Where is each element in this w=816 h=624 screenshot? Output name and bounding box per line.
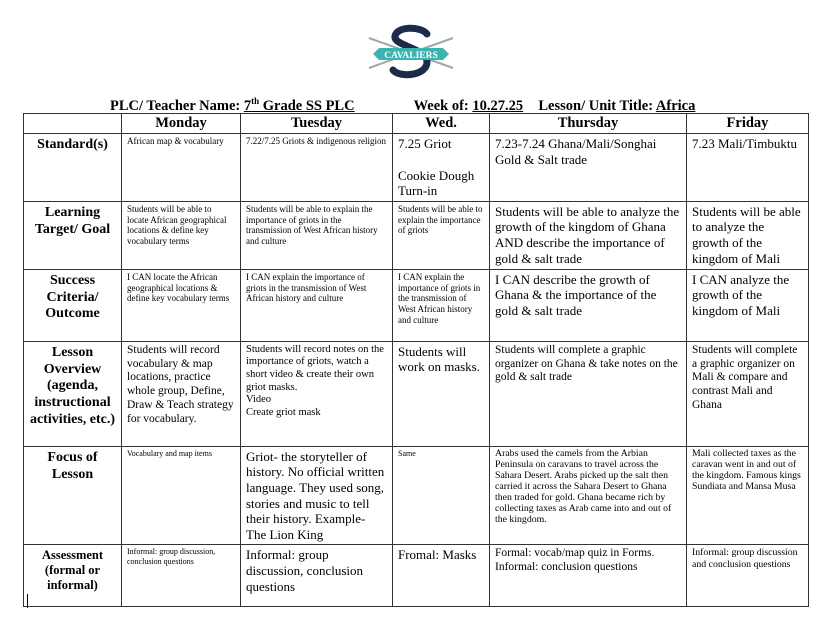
cavaliers-logo [365, 24, 457, 84]
row-label: Success Criteria/ Outcome [24, 269, 122, 341]
unit-label: Lesson/ Unit Title: [538, 97, 654, 114]
cell: 7.23 Mali/Timbuktu [687, 134, 809, 201]
day-header: Monday [122, 114, 241, 134]
cell: Students will record notes on the importance of griots, watch a short video & create their own griot masks. Video Create griot mask [241, 341, 393, 446]
cell: Arabs used the camels from the Arbian Peninsula on caravans to travel across the Sahara Desert. Arabs picked up the salt then carried it across the Sahara Desert to Ghana then traded for gold. Ghana became rich by collecting taxes as Arab came into and out of the kingdom. [490, 446, 687, 545]
cell: Griot- the storyteller of history. No official written language. They used song, stories and music to tell their history. Example- The Lion King [241, 446, 393, 545]
row-label: Assessment (formal or informal) [24, 545, 122, 607]
teacher-value: 7th Grade SS PLC [243, 96, 355, 114]
day-header-row [24, 114, 809, 134]
cell: Students will be able to explain the importance of griots in the transmission of West African history and culture [241, 201, 393, 269]
cell: 7.25 Griot Cookie Dough Turn-in [393, 134, 490, 201]
cell: Mali collected taxes as the caravan went in and out of the kingdom. Famous kings Sundiata and Mansa Musa [687, 446, 809, 545]
cell: Informal: group discussion, conclusion questions [241, 545, 393, 607]
cell: Students will be able to analyze the growth of the kingdom of Ghana AND describe the importance of gold & salt trade [490, 201, 687, 269]
cell: I CAN locate the African geographical locations & define key vocabulary terms [122, 269, 241, 341]
cell: Formal: vocab/map quiz in Forms. Informal: conclusion questions [490, 545, 687, 607]
table-row [24, 269, 809, 341]
cell: Same [393, 446, 490, 545]
day-header: Wed. [393, 114, 490, 134]
day-header: Thursday [490, 114, 687, 134]
unit-value: Africa [655, 97, 696, 114]
cell: I CAN explain the importance of griots in the transmission of West African history and culture [241, 269, 393, 341]
cell: Informal: group discussion and conclusion questions [687, 545, 809, 607]
header-line [110, 96, 695, 115]
table-row [24, 446, 809, 545]
cell: I CAN describe the growth of Ghana & the importance of the gold & salt trade [490, 269, 687, 341]
cell: 7.22/7.25 Griots & indigenous religion [241, 134, 393, 201]
cell: Students will work on masks. [393, 341, 490, 446]
week-label: Week of: [413, 97, 469, 114]
table-row [24, 201, 809, 269]
cell: I CAN analyze the growth of the kingdom of Mali [687, 269, 809, 341]
table-row [24, 545, 809, 607]
teacher-label: PLC/ Teacher Name: [110, 97, 241, 114]
table-row [24, 341, 809, 446]
lesson-plan-table [23, 113, 809, 607]
cell: Vocabulary and map items [122, 446, 241, 545]
cell: Students will be able to explain the importance of griots [393, 201, 490, 269]
cell: 7.23-7.24 Ghana/Mali/Songhai Gold & Salt trade [490, 134, 687, 201]
day-header: Tuesday [241, 114, 393, 134]
cell: African map & vocabulary [122, 134, 241, 201]
row-label: Standard(s) [24, 134, 122, 201]
svg-text:CAVALIERS: CAVALIERS [384, 51, 438, 61]
cell: Fromal: Masks [393, 545, 490, 607]
day-header: Friday [687, 114, 809, 134]
cell: Students will be able to analyze the growth of the kingdom of Mali [687, 201, 809, 269]
row-label: Learning Target/ Goal [24, 201, 122, 269]
cell: Students will complete a graphic organizer on Mali & compare and contrast Mali and Ghana [687, 341, 809, 446]
row-label: Focus of Lesson [24, 446, 122, 545]
table-row [24, 134, 809, 201]
cell: Students will complete a graphic organizer on Ghana & take notes on the gold & salt trade [490, 341, 687, 446]
cell: Informal: group discussion, conclusion questions [122, 545, 241, 607]
week-value: 10.27.25 [472, 97, 524, 114]
text-cursor [27, 594, 28, 608]
cell: Students will record vocabulary & map locations, practice whole group, Define, Draw & Teach strategy for vocabulary. [122, 341, 241, 446]
cell: I CAN explain the importance of griots in the transmission of West African history and culture [393, 269, 490, 341]
row-label: Lesson Overview (agenda, instructional activities, etc.) [24, 341, 122, 446]
cell: Students will be able to locate African geographical locations & define key vocabulary terms [122, 201, 241, 269]
